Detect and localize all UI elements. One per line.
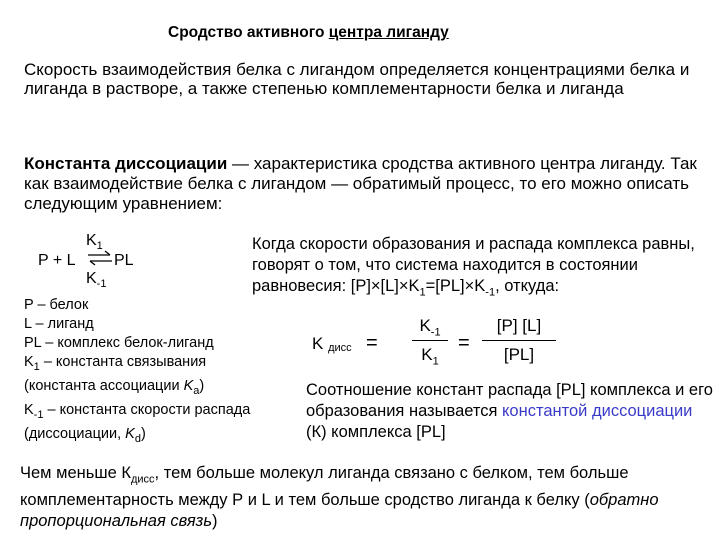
fraction-denominator: [PL] [503, 345, 535, 364]
legend-item: $K_{-1}$ – константа скорости распада [24, 401, 251, 421]
kd-label: K дисс [312, 334, 352, 354]
product: PL [114, 252, 134, 269]
equals-sign: = [366, 332, 378, 354]
equals-sign: = [458, 332, 470, 354]
legend-item: (диссоциации, $K_d$) [24, 425, 146, 445]
legend-item: (константа ассоциации $K_a$) [24, 377, 205, 397]
legend-item: P – белок [24, 297, 89, 313]
fraction-numerator: $K_{-1}$ [419, 316, 441, 339]
reaction-equation [30, 232, 190, 296]
legend-item: L – лиганд [24, 316, 94, 332]
slide-title [168, 24, 449, 42]
legend-item: $K_1$ – константа связывания [24, 354, 207, 373]
constant-ratio-paragraph: Соотношение констант распада [PL] комплекса и его образования называется константой диссоциации (К) комплекса [PL] [306, 381, 713, 441]
definition-text: — характеристика сродства активного центра лиганду. Так как взаимодействие белка с лигандом — обратимый процесс, то его можно описать следующим уравнением: [24, 154, 697, 213]
equilibrium-text: Когда скорости образования и распада комплекса равны, говорят о том, что система находится в состоянии равновесия: $[P]\times[L]\times K_1=[PL]\times K_{-1}$, откуда: [252, 235, 695, 299]
dissociation-formula [312, 314, 572, 374]
title-part1: Сродство активного [168, 24, 329, 41]
rate-constant-forward: $K_1$ [86, 232, 103, 253]
concentration-ratio-fraction [482, 314, 556, 367]
equilibrium-arrows-icon [86, 250, 114, 266]
reactants: P + L [38, 252, 76, 269]
definition-term: Константа диссоциации [24, 154, 228, 173]
conclusion-paragraph: Чем меньше $К_{дисс}$, тем больше молекул лиганда связано с белком, тем больше комплементарность между Р и L и тем больше сродство лиганда к белку (обратно пропорциональная связь) [20, 464, 659, 531]
fraction-denominator: $K_1$ [421, 345, 439, 368]
intro-paragraph: Скорость взаимодействия белка с лигандом определяется концентрациями белка и лиганда в растворе, а также степенью комплементарности белка и лиганда [24, 60, 690, 98]
legend-list [24, 296, 250, 449]
title-part2: центра лиганду [328, 24, 449, 41]
dissociation-constant-link[interactable]: константой диссоциации [502, 402, 693, 420]
fraction-numerator: [P] [L] [496, 316, 542, 335]
rate-constant-reverse: $K_{-1}$ [86, 270, 107, 291]
legend-item: PL – комплекс белок-лиганд [24, 335, 214, 351]
rate-ratio-fraction [412, 314, 448, 367]
definition-paragraph [24, 154, 714, 214]
